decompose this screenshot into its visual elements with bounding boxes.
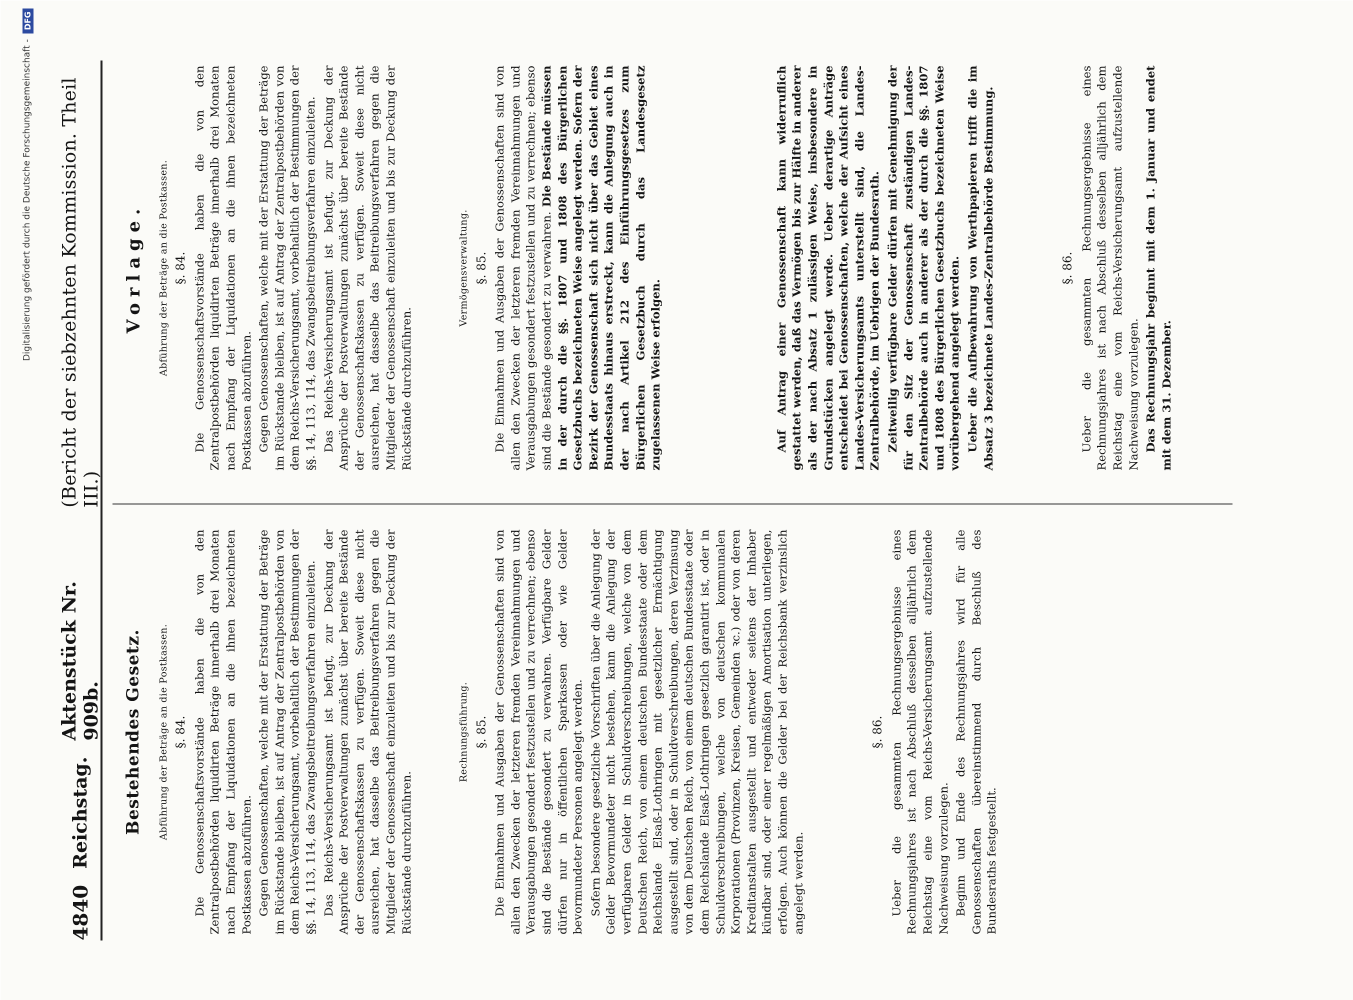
left-s84-paragraph-2: Gegen Genossenschaften, welche mit der Erstattung der Beträge im Rückstande bleiben, ist auf Antrag der Zentralpostbehörden von dem Reichs-Versicherungsamt, vorbehaltlich der Bestimmungen der §§. 14, 113, 114, das Zwangsbeitreibungsverfahren einzuleiten. [256, 529, 317, 934]
right-column [112, 65, 1313, 470]
right-s86-paragraph-1: Ueber die gesammten Rechnungsergebnisse eines Rechnungsjahres ist nach Abschluß desselben alljährlich dem Reichstag eine vom Reichs-Versicherungsamt aufzustellende Nachweisung vorzulegen. [1078, 65, 1140, 470]
right-s85-number: §. 85. [473, 251, 488, 284]
chamber-name: Reichstag. [69, 756, 91, 869]
page-header [60, 60, 102, 940]
right-s86-paragraph-2: Das Rechnungsjahr beginnt mit dem 1. Januar und endet mit dem 31. Dezember. [1143, 65, 1173, 470]
right-s85-paragraph-2: Auf Antrag einer Genossenschaft kann widerruflich gestattet werden, daß das Vermögen bis zur Hälfte in anderer als der nach Absatz 1 zulässigen Weise, insbesondere in Grundstücken angelegt werde. Ueber derartige Anträge entscheidet bei Genossenschaften, welche der Aufsicht eines Landes-Versicherungsamts unterstellt sind, die Landes-Zentralbehörde, im Uebrigen der Bundesrath. [773, 65, 882, 470]
left-s86-paragraph-1: Ueber die gesammten Rechnungsergebnisse eines Rechnungsjahres ist nach Abschluß desselben alljährlich dem Reichstag eine vom Reichs-Versicherungsamt aufzustellende Nachweisung vorzulegen. [888, 529, 950, 934]
left-s85-heading: Rechnungsführung. [458, 681, 470, 782]
left-s86-number: §. 86. [870, 715, 885, 748]
right-column-title: Vorlage. [123, 202, 144, 333]
right-s84-paragraph-1: Die Genossenschaftsvorstände haben die von den Zentralpostbehörden liquidirten Beträge innerhalb drei Monaten nach Empfang der Liquidationen an die ihnen bezeichneten Postkassen abzuführen. [191, 65, 253, 470]
right-s84-number: §. 84. [173, 251, 188, 284]
document-description: (Bericht der siebzehnten Kommission. Theil III.) [58, 76, 102, 508]
right-s84-heading: Abführung der Beträge an die Postkassen. [157, 159, 169, 376]
right-s84-paragraph-3: Das Reichs-Versicherungsamt ist befugt, zur Deckung der Ansprüche der Postverwaltungen zunächst über bereite Bestände der Genossenschaftskassen zu verfügen. Soweit diese nicht ausreichen, hat dasselbe das Beitreibungsverfahren gegen die Mitglieder der Genossenschaft einzuleiten und bis zur Deckung der Rückstände durchzuführen. [320, 65, 413, 470]
right-s85-heading: Vermögensverwaltung. [458, 208, 470, 327]
right-s85-paragraph-1-amendment: Die Bestände müssen in der durch die §§. 1807 und 1808 des Bürgerlichen Gesetzbuchs bezeichneten Weise angelegt werden. Sofern der Bezirk der Genossenschaft sich nicht über das Gebiet eines Bundesstaats hinaus erstreckt, kann die Anlegung auch in der nach Artikel 212 des Einführungsgesetzes zum Bürgerlichen Gesetzbuch durch das Landesgesetz zugelassenen Weise erfolgen. [539, 64, 663, 470]
page-number: 4840 [68, 884, 92, 940]
right-s85-paragraph-1-plain: Die Einnahmen und Ausgaben der Genossenschaften sind von allen den Zwecken der letzteren fremden Vereinnahmungen und Verausgabungen gesondert festzustellen und zu verrechnen; ebenso sind die Bestände gesondert zu verwahren. [492, 65, 554, 470]
left-s85-paragraph-1: Die Einnahmen und Ausgaben der Genossenschaften sind von allen den Zwecken der letzteren fremden Vereinnahmungen und Verausgabungen gesondert festzustellen und zu verrechnen; ebenso sind die Bestände gesondert zu verwahren. Verfügbare Gelder dürfen nur in öffentlichen Sparkassen oder wie Gelder bevormundeter Personen angelegt werden. [492, 529, 585, 934]
right-s85-paragraph-1 [492, 65, 664, 470]
right-s85-paragraph-3: Zeitweilig verfügbare Gelder dürfen mit Genehmigung der für den Sitz der Genossenschaft zuständigen Landes-Zentralbehörde auch in anderer als der durch die §§. 1807 und 1808 des Bürgerlichen Gesetzbuchs bezeichneten Weise vorübergehend angelegt werden. [884, 65, 962, 470]
left-column [112, 529, 1313, 934]
right-s85-paragraph-4: Ueber die Aufbewahrung von Werthpapieren trifft die im Absatz 3 bezeichnete Landes-Zentralbehörde Bestimmung. [964, 65, 995, 470]
left-s84-paragraph-3: Das Reichs-Versicherungsamt ist befugt, zur Deckung der Ansprüche der Postverwaltungen zunächst über bereite Bestände der Genossenschaftskassen zu verfügen. Soweit diese nicht ausreichen, hat dasselbe das Beitreibungsverfahren gegen die Mitglieder der Genossenschaft einzuleiten und bis zur Deckung der Rückstände durchzuführen. [320, 529, 413, 934]
document-number: Aktenstück Nr. 909b. [58, 580, 102, 741]
left-s84-paragraph-1: Die Genossenschaftsvorstände haben die von den Zentralpostbehörden liquidirten Beträge innerhalb drei Monaten nach Empfang der Liquidationen an die ihnen bezeichneten Postkassen abzuführen. [191, 529, 253, 934]
digitization-stamp [18, 8, 36, 361]
right-s84-paragraph-2: Gegen Genossenschaften, welche mit der Erstattung der Beträge im Rückstande bleiben, ist auf Antrag der Zentralpostbehörden von dem Reichs-Versicherungsamt, vorbehaltlich der Bestimmungen der §§. 14, 113, 114, das Zwangsbeitreibungsverfahren einzuleiten. [256, 65, 317, 470]
left-s85-paragraph-2: Sofern besondere gesetzliche Vorschriften über die Anlegung der Gelder Bevormundeter nicht bestehen, kann die Anlegung der verfügbaren Gelder in Schuldverschreibungen, welche von dem Deutschen Reich, von einem deutschen Bundesstaate oder dem Reichslande Elsaß-Lothringen mit gesetzlicher Ermächtigung ausgestellt sind, oder in Schuldverschreibungen, deren Verzinsung von dem Deutschen Reich, von einem deutschen Bundesstaate oder dem Reichslande Elsaß-Lothringen gesetzlich garantirt ist, oder in Schuldverschreibungen, welche von deutschen kommunalen Korporationen (Provinzen, Kreisen, Gemeinden ꝛc.) oder von deren Kreditanstalten ausgestellt und entweder seitens der Inhaber kündbar sind, oder einer regelmäßigen Amortisation unterliegen, erfolgen. Auch können die Gelder bei der Reichsbank verzinslich angelegt werden. [587, 529, 805, 934]
column-divider [112, 503, 1232, 504]
dfg-logo: DFG [22, 8, 33, 33]
digitization-note: Digitalisierung gefördert durch die Deutsche Forschungsgemeinschaft - [22, 38, 32, 361]
left-s86-paragraph-2: Beginn und Ende des Rechnungsjahres wird für alle Genossenschaften übereinstimmend durch Beschluß des Bundesraths festgestellt. [953, 529, 999, 934]
right-s86-number: §. 86. [1060, 251, 1075, 284]
left-column-title: Bestehendes Gesetz. [123, 628, 143, 835]
left-s84-number: §. 84. [173, 715, 188, 748]
left-s85-number: §. 85. [473, 715, 488, 748]
left-s84-heading: Abführung der Beträge an die Postkassen. [157, 623, 169, 840]
